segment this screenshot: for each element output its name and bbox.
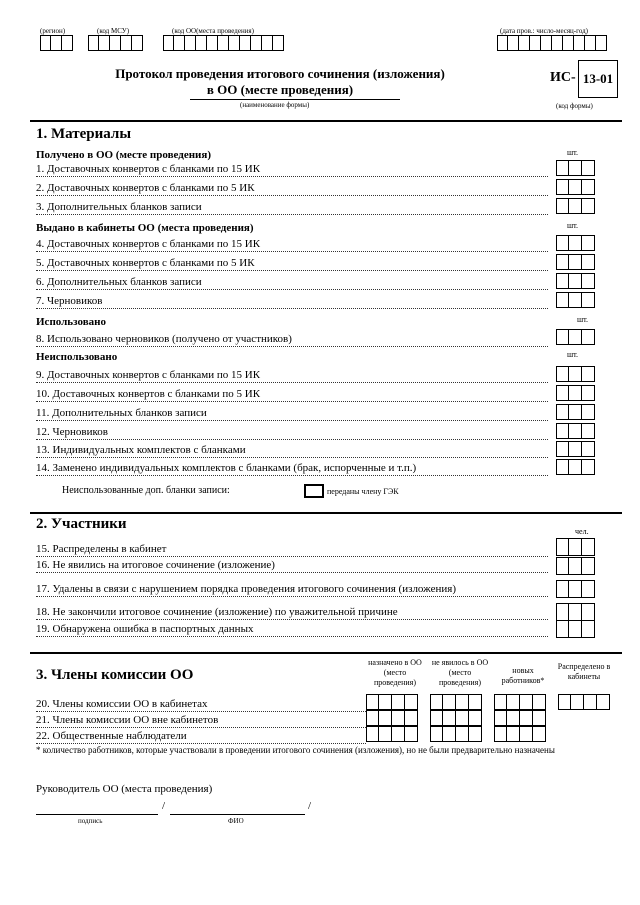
item-12: 12. Черновиков <box>36 425 548 440</box>
item-13: 13. Индивидуальных комплектов с бланками <box>36 443 548 458</box>
col-assigned: назначено в ОО (место проведения) <box>368 658 422 687</box>
item-10: 10. Доставочных конвертов с бланками по 5 ИК <box>36 387 548 402</box>
region-code-boxes[interactable] <box>40 35 73 51</box>
item-4: 4. Доставочных конвертов с бланками по 15 ИК <box>36 237 548 252</box>
signature-line[interactable] <box>36 814 158 815</box>
group-used-title: Использовано <box>36 316 106 328</box>
item-17: 17. Удалены в связи с нарушением порядка проведения итогового сочинения (изложения) <box>36 582 548 597</box>
count-3[interactable] <box>556 198 595 214</box>
name-line[interactable] <box>170 814 305 815</box>
head-label: Руководитель ОО (места проведения) <box>36 783 213 795</box>
count-18[interactable] <box>556 603 595 621</box>
count-5[interactable] <box>556 254 595 270</box>
signature-caption: подпись <box>78 817 103 825</box>
divider <box>30 120 622 122</box>
region-caption: (регион) <box>40 27 66 35</box>
item-19: 19. Обнаружена ошибка в паспортных данных <box>36 622 548 637</box>
title-underline <box>190 99 400 100</box>
count-9[interactable] <box>556 366 595 382</box>
count-1[interactable] <box>556 160 595 176</box>
unit-label: шт. <box>567 221 579 230</box>
section3-title: 3. Члены комиссии ОО <box>36 667 194 683</box>
item-22: 22. Общественные наблюдатели <box>36 729 366 744</box>
item-11: 11. Дополнительных бланков записи <box>36 406 548 421</box>
item-18: 18. Не закончили итоговое сочинение (изложение) по уважительной причине <box>36 605 548 620</box>
name-caption: ФИО <box>228 817 244 825</box>
form-title-line1: Протокол проведения итогового сочинения (изложения) <box>115 66 445 81</box>
assigned-21[interactable] <box>366 710 418 726</box>
oo-code-boxes[interactable] <box>163 35 284 51</box>
divider <box>30 512 622 514</box>
unit-label: шт. <box>577 315 589 324</box>
count-17[interactable] <box>556 580 595 598</box>
item-16: 16. Не явились на итоговое сочинение (изложение) <box>36 558 548 573</box>
count-4[interactable] <box>556 235 595 251</box>
divider <box>30 652 622 654</box>
form-name-caption: (наименование формы) <box>240 101 310 109</box>
form-prefix: ИС- <box>550 70 576 85</box>
absent-21[interactable] <box>430 710 482 726</box>
item-8: 8. Использовано черновиков (получено от участников) <box>36 332 548 347</box>
new-22[interactable] <box>494 726 546 742</box>
col-new-staff: новых работников* <box>501 666 545 685</box>
count-8[interactable] <box>556 329 595 345</box>
item-1: 1. Доставочных конвертов с бланками по 15 ИК <box>36 162 548 177</box>
unit-label: шт. <box>567 350 579 359</box>
group-received-title: Получено в ОО (месте проведения) <box>36 149 211 161</box>
distributed-20[interactable] <box>558 694 610 710</box>
absent-22[interactable] <box>430 726 482 742</box>
form-title-line2: в ОО (месте проведения) <box>206 82 354 97</box>
item-21: 21. Члены комиссии ОО вне кабинетов <box>36 713 366 728</box>
count-19[interactable] <box>556 620 595 638</box>
footnote: * количество работников, которые участвовали в проведении итогового сочинения (изложения), но не были предварительно назначены <box>36 745 555 755</box>
count-7[interactable] <box>556 292 595 308</box>
count-11[interactable] <box>556 404 595 420</box>
count-6[interactable] <box>556 273 595 289</box>
item-6: 6. Дополнительных бланков записи <box>36 275 548 290</box>
assigned-20[interactable] <box>366 694 418 710</box>
group-unused-title: Неиспользовано <box>36 351 118 363</box>
unit-label-people: чел. <box>575 527 589 536</box>
new-20[interactable] <box>494 694 546 710</box>
new-21[interactable] <box>494 710 546 726</box>
form-code: 13-01 <box>578 60 618 98</box>
msu-caption: (код МСУ) <box>97 27 130 35</box>
unused-forms-label: Неиспользованные доп. бланки записи: <box>62 485 230 496</box>
col-distributed: Распределено в кабинеты <box>557 662 611 681</box>
absent-20[interactable] <box>430 694 482 710</box>
item-9: 9. Доставочных конвертов с бланками по 15 ИК <box>36 368 548 383</box>
item-15: 15. Распределены в кабинет <box>36 542 548 557</box>
item-20: 20. Члены комиссии ОО в кабинетах <box>36 697 366 712</box>
section1-title: 1. Материалы <box>36 126 132 142</box>
count-2[interactable] <box>556 179 595 195</box>
item-5: 5. Доставочных конвертов с бланками по 5 ИК <box>36 256 548 271</box>
item-14: 14. Заменено индивидуальных комплектов с бланками (брак, испорченные и т.п.) <box>36 461 548 476</box>
unused-forms-checkbox[interactable] <box>304 484 324 498</box>
section2-title: 2. Участники <box>36 516 127 532</box>
msu-code-boxes[interactable] <box>88 35 143 51</box>
count-10[interactable] <box>556 385 595 401</box>
slash: / <box>162 800 166 812</box>
date-boxes[interactable] <box>497 35 607 51</box>
unit-label: шт. <box>567 148 579 157</box>
slash: / <box>308 800 312 812</box>
date-caption: (дата пров.: число-месяц-год) <box>500 27 589 35</box>
count-12[interactable] <box>556 423 595 439</box>
assigned-22[interactable] <box>366 726 418 742</box>
count-16[interactable] <box>556 557 595 575</box>
group-issued-title: Выдано в кабинеты ОО (места проведения) <box>36 222 254 234</box>
count-14[interactable] <box>556 459 595 475</box>
item-2: 2. Доставочных конвертов с бланками по 5 ИК <box>36 181 548 196</box>
item-3: 3. Дополнительных бланков записи <box>36 200 548 215</box>
form-code-caption: (код формы) <box>556 102 593 110</box>
oo-caption: (код ОО(места проведения) <box>172 27 254 35</box>
item-7: 7. Черновиков <box>36 294 548 309</box>
count-13[interactable] <box>556 441 595 457</box>
count-15[interactable] <box>556 538 595 556</box>
col-absent: не явилось в ОО (место проведения) <box>431 658 489 687</box>
unused-forms-note: переданы члену ГЭК <box>327 487 399 496</box>
